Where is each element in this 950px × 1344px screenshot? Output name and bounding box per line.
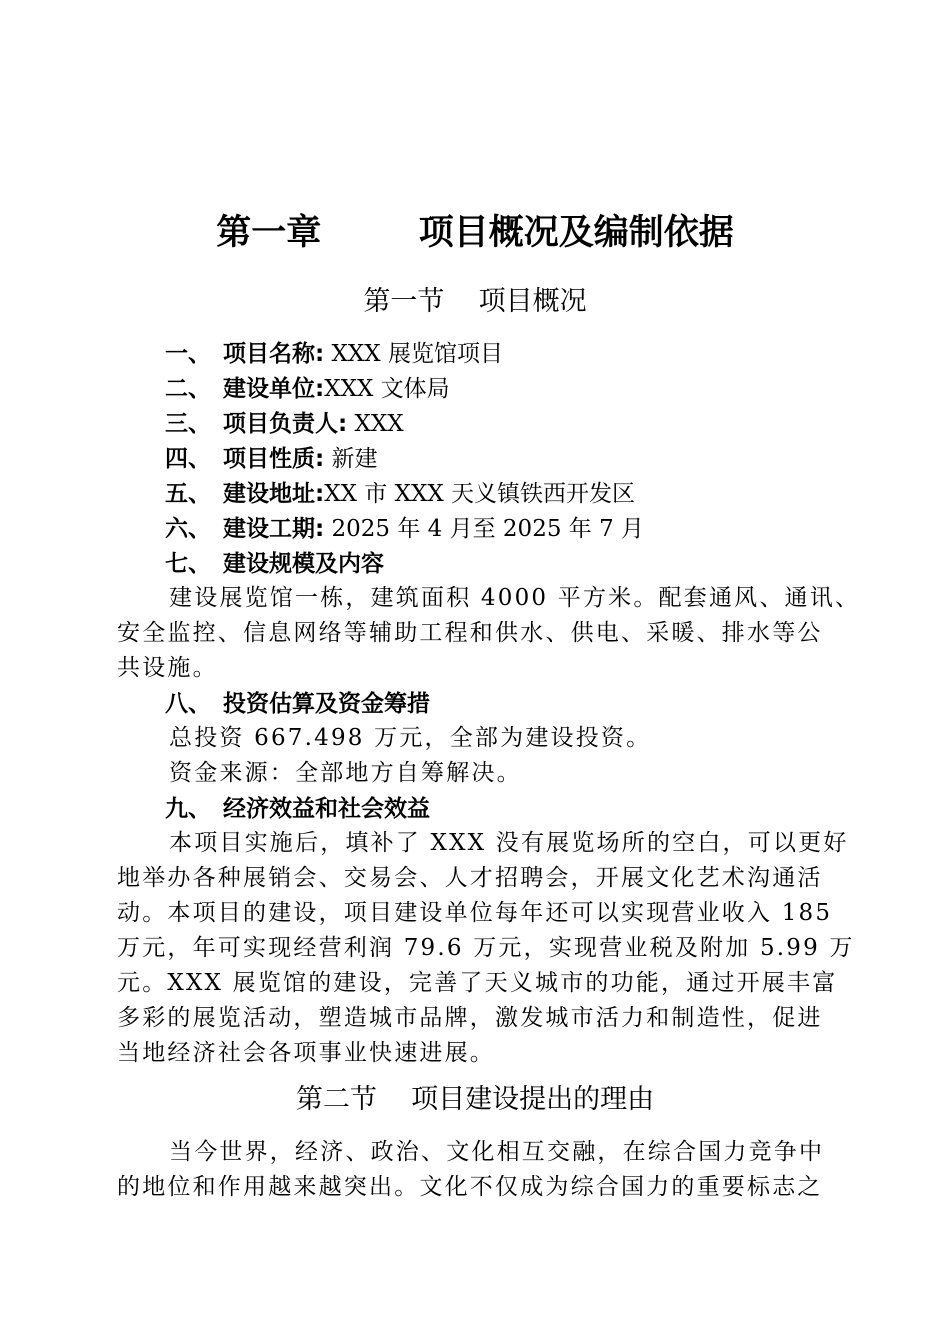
item-construction-address bbox=[117, 476, 847, 511]
chapter-title: 第一章 项目概况及编制依据 bbox=[216, 213, 734, 253]
heading-label: 投资估算及资金筹措 bbox=[223, 691, 430, 717]
heading-investment bbox=[117, 686, 847, 721]
heading-label: 建设规模及内容 bbox=[223, 551, 384, 577]
heading-scale-content bbox=[117, 546, 847, 581]
paragraph-line: 元。XXX 展览馆的建设，完善了天义城市的功能，通过开展丰富 bbox=[117, 970, 838, 996]
item-project-nature bbox=[117, 441, 847, 476]
item-label: 项目负责人: bbox=[223, 411, 348, 437]
heading-number: 八、 bbox=[165, 691, 211, 717]
item-number: 四、 bbox=[165, 446, 211, 472]
paragraph-line: 当地经济社会各项事业快速进展。 bbox=[117, 1040, 495, 1066]
item-value: 新建 bbox=[324, 446, 378, 472]
paragraph-line: 总投资 667.498 万元，全部为建设投资。 bbox=[169, 725, 652, 751]
heading-number: 七、 bbox=[165, 551, 211, 577]
item-construction-unit bbox=[117, 371, 847, 406]
paragraph-line: 安全监控、信息网络等辅助工程和供水、供电、采暖、排水等公 bbox=[117, 620, 823, 646]
item-value: XXX 展览馆项目 bbox=[324, 341, 503, 367]
paragraph-line: 万元，年可实现经营利润 79.6 万元，实现营业税及附加 5.99 万 bbox=[117, 935, 855, 961]
paragraph-line: 地举办各种展销会、交易会、人才招聘会，开展文化艺术沟通活 bbox=[117, 865, 823, 891]
item-value: XXX bbox=[347, 411, 404, 437]
heading-number: 九、 bbox=[165, 796, 211, 822]
paragraph-line: 多彩的展览活动，塑造城市品牌，激发城市活力和制造性，促进 bbox=[117, 1005, 823, 1031]
item-construction-period bbox=[117, 511, 847, 546]
item-label: 建设单位: bbox=[223, 376, 325, 402]
section-title-1: 第一节 项目概况 bbox=[363, 286, 587, 317]
paragraph-line: 当今世界，经济、政治、文化相互交融，在综合国力竞争中 bbox=[169, 1139, 825, 1165]
heading-label: 经济效益和社会效益 bbox=[223, 796, 430, 822]
item-value: XX 市 XXX 天义镇铁西开发区 bbox=[324, 481, 636, 507]
paragraph-line: 共设施。 bbox=[117, 655, 218, 681]
item-label: 建设工期: bbox=[223, 516, 325, 542]
item-label: 项目性质: bbox=[223, 446, 325, 472]
item-number: 五、 bbox=[165, 481, 211, 507]
item-label: 项目名称: bbox=[223, 341, 325, 367]
paragraph-line: 本项目实施后，填补了 XXX 没有展览场所的空白，可以更好 bbox=[169, 830, 849, 856]
item-project-name bbox=[117, 336, 847, 371]
item-label: 建设地址: bbox=[223, 481, 325, 507]
section-title-2: 第二节 项目建设提出的理由 bbox=[295, 1084, 655, 1115]
paragraph-line: 资金来源：全部地方自筹解决。 bbox=[169, 760, 522, 786]
paragraph-line: 建设展览馆一栋，建筑面积 4000 平方米。配套通风、通讯、 bbox=[169, 585, 861, 611]
item-number: 二、 bbox=[165, 376, 211, 402]
item-value: 2025 年 4 月至 2025 年 7 月 bbox=[324, 516, 645, 542]
item-value: XXX 文体局 bbox=[324, 376, 450, 402]
item-project-leader bbox=[117, 406, 847, 441]
item-number: 三、 bbox=[165, 411, 211, 437]
paragraph-line: 动。本项目的建设，项目建设单位每年还可以实现营业收入 185 bbox=[117, 900, 833, 926]
item-number: 六、 bbox=[165, 516, 211, 542]
paragraph-line: 的地位和作用越来越突出。文化不仅成为综合国力的重要标志之 bbox=[117, 1174, 823, 1200]
item-number: 一、 bbox=[165, 341, 211, 367]
heading-benefits bbox=[117, 791, 847, 826]
